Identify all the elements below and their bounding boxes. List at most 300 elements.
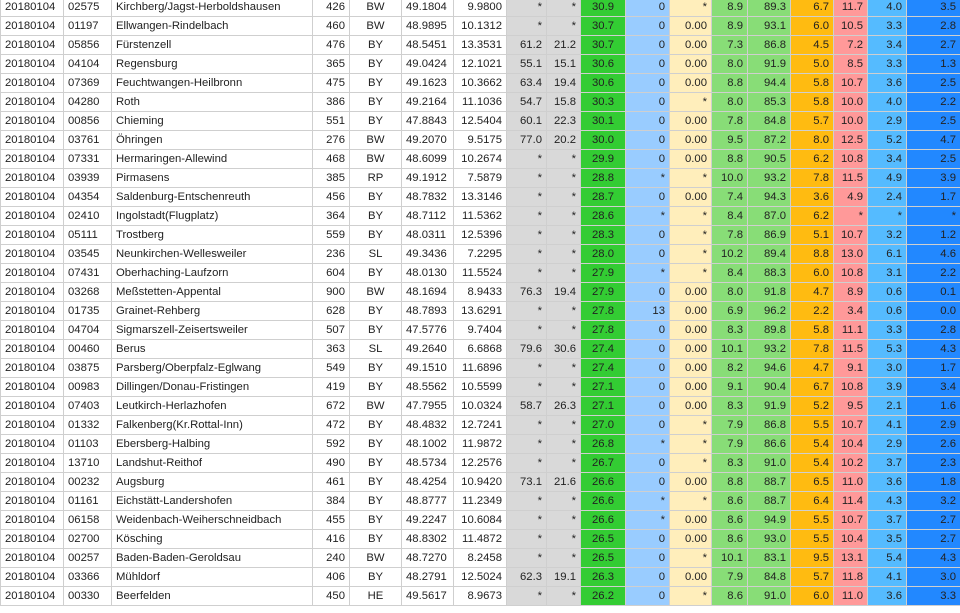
value-g-cell: 94.9 <box>748 511 791 530</box>
longitude-cell: 13.3531 <box>454 36 507 55</box>
value-e-cell: 0.00 <box>670 530 712 549</box>
value-i-cell: 13.0 <box>834 245 868 264</box>
value-c-cell: 30.3 <box>581 93 626 112</box>
value-f-cell: 8.0 <box>712 55 748 74</box>
latitude-cell: 47.7955 <box>402 397 454 416</box>
value-h-cell: 3.6 <box>791 188 834 207</box>
table-row <box>1 549 960 568</box>
value-k-cell: 2.2 <box>907 93 960 112</box>
date-cell: 20180104 <box>1 302 64 321</box>
latitude-cell: 48.6099 <box>402 150 454 169</box>
latitude-cell: 49.2070 <box>402 131 454 150</box>
table-row <box>1 378 960 397</box>
value-j-cell: 3.4 <box>868 36 907 55</box>
station-name-cell: Leutkirch-Herlazhofen <box>112 397 313 416</box>
table-row <box>1 169 960 188</box>
latitude-cell: 48.8777 <box>402 492 454 511</box>
date-cell: 20180104 <box>1 492 64 511</box>
value-f-cell: 8.6 <box>712 587 748 606</box>
value-d-cell: 0 <box>626 0 670 17</box>
value-f-cell: 7.4 <box>712 188 748 207</box>
state-cell: BW <box>350 131 402 150</box>
date-cell: 20180104 <box>1 530 64 549</box>
elevation-cell: 507 <box>313 321 350 340</box>
value-k-cell: 2.8 <box>907 321 960 340</box>
date-cell: 20180104 <box>1 131 64 150</box>
state-cell: BY <box>350 511 402 530</box>
value-e-cell: 0.00 <box>670 36 712 55</box>
value-g-cell: 93.0 <box>748 530 791 549</box>
value-d-cell: 0 <box>626 74 670 93</box>
value-d-cell: 0 <box>626 473 670 492</box>
station-id-cell: 03761 <box>64 131 112 150</box>
value-c-cell: 26.6 <box>581 492 626 511</box>
value-a-cell: 55.1 <box>507 55 547 74</box>
value-k-cell: 1.7 <box>907 188 960 207</box>
value-j-cell: 4.9 <box>868 169 907 188</box>
elevation-cell: 385 <box>313 169 350 188</box>
value-i-cell: 7.2 <box>834 36 868 55</box>
value-h-cell: 5.5 <box>791 511 834 530</box>
value-k-cell: 2.6 <box>907 435 960 454</box>
value-f-cell: 8.4 <box>712 264 748 283</box>
state-cell: BY <box>350 321 402 340</box>
station-name-cell: Berus <box>112 340 313 359</box>
value-j-cell: 2.9 <box>868 112 907 131</box>
elevation-cell: 455 <box>313 511 350 530</box>
value-f-cell: 8.3 <box>712 454 748 473</box>
value-b-cell: 30.6 <box>547 340 581 359</box>
value-g-cell: 94.6 <box>748 359 791 378</box>
value-k-cell: 1.7 <box>907 359 960 378</box>
value-i-cell: 10.8 <box>834 150 868 169</box>
date-cell: 20180104 <box>1 473 64 492</box>
table-row <box>1 473 960 492</box>
elevation-cell: 456 <box>313 188 350 207</box>
value-k-cell: 0.0 <box>907 302 960 321</box>
value-c-cell: 26.2 <box>581 587 626 606</box>
value-f-cell: 9.1 <box>712 378 748 397</box>
value-g-cell: 89.8 <box>748 321 791 340</box>
date-cell: 20180104 <box>1 245 64 264</box>
value-b-cell: * <box>547 264 581 283</box>
value-i-cell: 4.9 <box>834 188 868 207</box>
station-name-cell: Öhringen <box>112 131 313 150</box>
value-i-cell: 8.9 <box>834 283 868 302</box>
value-j-cell: 4.3 <box>868 492 907 511</box>
value-i-cell: 11.7 <box>834 0 868 17</box>
value-c-cell: 27.8 <box>581 302 626 321</box>
state-cell: HE <box>350 587 402 606</box>
value-h-cell: 4.7 <box>791 283 834 302</box>
station-name-cell: Pirmasens <box>112 169 313 188</box>
value-b-cell: * <box>547 226 581 245</box>
value-e-cell: 0.00 <box>670 397 712 416</box>
station-id-cell: 05856 <box>64 36 112 55</box>
value-c-cell: 27.8 <box>581 321 626 340</box>
latitude-cell: 48.2791 <box>402 568 454 587</box>
value-g-cell: 86.8 <box>748 36 791 55</box>
longitude-cell: 13.3146 <box>454 188 507 207</box>
value-c-cell: 30.1 <box>581 112 626 131</box>
value-f-cell: 8.8 <box>712 473 748 492</box>
longitude-cell: 13.6291 <box>454 302 507 321</box>
value-b-cell: * <box>547 435 581 454</box>
value-g-cell: 94.4 <box>748 74 791 93</box>
table-row <box>1 131 960 150</box>
value-i-cell: 10.4 <box>834 530 868 549</box>
date-cell: 20180104 <box>1 359 64 378</box>
date-cell: 20180104 <box>1 416 64 435</box>
value-k-cell: 2.5 <box>907 74 960 93</box>
value-c-cell: 26.3 <box>581 568 626 587</box>
date-cell: 20180104 <box>1 74 64 93</box>
value-c-cell: 27.1 <box>581 378 626 397</box>
table-row <box>1 226 960 245</box>
value-k-cell: * <box>907 207 960 226</box>
latitude-cell: 48.7893 <box>402 302 454 321</box>
date-cell: 20180104 <box>1 321 64 340</box>
longitude-cell: 10.5599 <box>454 378 507 397</box>
value-c-cell: 30.7 <box>581 36 626 55</box>
value-e-cell: 0.00 <box>670 283 712 302</box>
value-b-cell: * <box>547 321 581 340</box>
elevation-cell: 240 <box>313 549 350 568</box>
longitude-cell: 11.1036 <box>454 93 507 112</box>
value-k-cell: 2.7 <box>907 36 960 55</box>
value-d-cell: 0 <box>626 112 670 131</box>
station-id-cell: 04104 <box>64 55 112 74</box>
value-c-cell: 30.7 <box>581 17 626 36</box>
station-id-cell: 07331 <box>64 150 112 169</box>
value-j-cell: 4.1 <box>868 568 907 587</box>
station-id-cell: 03875 <box>64 359 112 378</box>
value-f-cell: 8.6 <box>712 492 748 511</box>
elevation-cell: 384 <box>313 492 350 511</box>
latitude-cell: 48.4254 <box>402 473 454 492</box>
value-b-cell: * <box>547 0 581 17</box>
value-f-cell: 9.5 <box>712 131 748 150</box>
value-j-cell: 5.3 <box>868 340 907 359</box>
value-k-cell: 1.8 <box>907 473 960 492</box>
value-h-cell: 6.5 <box>791 473 834 492</box>
latitude-cell: 49.1510 <box>402 359 454 378</box>
longitude-cell: 9.5175 <box>454 131 507 150</box>
date-cell: 20180104 <box>1 511 64 530</box>
value-a-cell: 77.0 <box>507 131 547 150</box>
value-b-cell: 21.6 <box>547 473 581 492</box>
value-h-cell: 5.5 <box>791 530 834 549</box>
state-cell: BY <box>350 207 402 226</box>
latitude-cell: 49.2164 <box>402 93 454 112</box>
station-id-cell: 04280 <box>64 93 112 112</box>
value-f-cell: 7.9 <box>712 568 748 587</box>
value-i-cell: 11.5 <box>834 340 868 359</box>
elevation-cell: 236 <box>313 245 350 264</box>
value-e-cell: 0.00 <box>670 17 712 36</box>
table-row <box>1 264 960 283</box>
value-e-cell: * <box>670 264 712 283</box>
station-id-cell: 00983 <box>64 378 112 397</box>
value-i-cell: 10.7 <box>834 416 868 435</box>
value-h-cell: 6.0 <box>791 264 834 283</box>
value-h-cell: 5.4 <box>791 435 834 454</box>
station-name-cell: Roth <box>112 93 313 112</box>
state-cell: BY <box>350 302 402 321</box>
state-cell: BY <box>350 378 402 397</box>
value-i-cell: 10.4 <box>834 435 868 454</box>
value-c-cell: 26.6 <box>581 511 626 530</box>
value-e-cell: 0.00 <box>670 359 712 378</box>
station-id-cell: 03545 <box>64 245 112 264</box>
value-k-cell: 2.7 <box>907 530 960 549</box>
latitude-cell: 48.7832 <box>402 188 454 207</box>
station-id-cell: 05111 <box>64 226 112 245</box>
value-b-cell: * <box>547 378 581 397</box>
elevation-cell: 386 <box>313 93 350 112</box>
value-i-cell: 3.4 <box>834 302 868 321</box>
value-a-cell: 62.3 <box>507 568 547 587</box>
table-row <box>1 74 960 93</box>
value-j-cell: 3.3 <box>868 321 907 340</box>
value-e-cell: 0.00 <box>670 473 712 492</box>
date-cell: 20180104 <box>1 55 64 74</box>
latitude-cell: 48.0311 <box>402 226 454 245</box>
value-a-cell: 76.3 <box>507 283 547 302</box>
value-d-cell: 0 <box>626 568 670 587</box>
value-k-cell: 4.3 <box>907 549 960 568</box>
state-cell: BW <box>350 549 402 568</box>
state-cell: BW <box>350 397 402 416</box>
state-cell: BY <box>350 36 402 55</box>
station-id-cell: 06158 <box>64 511 112 530</box>
value-b-cell: * <box>547 530 581 549</box>
latitude-cell: 49.1804 <box>402 0 454 17</box>
value-k-cell: 2.5 <box>907 112 960 131</box>
date-cell: 20180104 <box>1 207 64 226</box>
value-a-cell: * <box>507 264 547 283</box>
date-cell: 20180104 <box>1 340 64 359</box>
value-i-cell: 10.8 <box>834 264 868 283</box>
state-cell: BY <box>350 359 402 378</box>
table-row <box>1 17 960 36</box>
value-i-cell: 8.5 <box>834 55 868 74</box>
value-g-cell: 87.0 <box>748 207 791 226</box>
station-name-cell: Augsburg <box>112 473 313 492</box>
value-g-cell: 96.2 <box>748 302 791 321</box>
value-a-cell: * <box>507 150 547 169</box>
value-d-cell: 0 <box>626 321 670 340</box>
value-i-cell: 10.7 <box>834 511 868 530</box>
value-g-cell: 91.0 <box>748 454 791 473</box>
value-b-cell: 26.3 <box>547 397 581 416</box>
longitude-cell: 12.7241 <box>454 416 507 435</box>
value-j-cell: 2.9 <box>868 435 907 454</box>
longitude-cell: 11.4872 <box>454 530 507 549</box>
table-row <box>1 0 960 17</box>
elevation-cell: 604 <box>313 264 350 283</box>
value-b-cell: 19.4 <box>547 74 581 93</box>
value-c-cell: 29.9 <box>581 150 626 169</box>
latitude-cell: 48.1694 <box>402 283 454 302</box>
elevation-cell: 672 <box>313 397 350 416</box>
value-f-cell: 8.8 <box>712 74 748 93</box>
value-k-cell: 4.7 <box>907 131 960 150</box>
value-e-cell: * <box>670 245 712 264</box>
value-d-cell: 0 <box>626 93 670 112</box>
value-i-cell: * <box>834 207 868 226</box>
table-row <box>1 321 960 340</box>
value-c-cell: 28.8 <box>581 169 626 188</box>
value-f-cell: 7.9 <box>712 416 748 435</box>
date-cell: 20180104 <box>1 435 64 454</box>
table-row <box>1 435 960 454</box>
longitude-cell: 11.6896 <box>454 359 507 378</box>
value-h-cell: 5.2 <box>791 397 834 416</box>
table-row <box>1 359 960 378</box>
value-h-cell: 9.5 <box>791 549 834 568</box>
value-g-cell: 83.1 <box>748 549 791 568</box>
value-h-cell: 5.8 <box>791 93 834 112</box>
date-cell: 20180104 <box>1 587 64 606</box>
longitude-cell: 7.5879 <box>454 169 507 188</box>
elevation-cell: 419 <box>313 378 350 397</box>
latitude-cell: 49.2640 <box>402 340 454 359</box>
value-a-cell: * <box>507 321 547 340</box>
value-k-cell: 2.5 <box>907 150 960 169</box>
value-j-cell: 3.2 <box>868 226 907 245</box>
value-k-cell: 4.3 <box>907 340 960 359</box>
value-g-cell: 86.6 <box>748 435 791 454</box>
value-g-cell: 89.4 <box>748 245 791 264</box>
longitude-cell: 11.2349 <box>454 492 507 511</box>
date-cell: 20180104 <box>1 188 64 207</box>
value-d-cell: 0 <box>626 587 670 606</box>
value-d-cell: * <box>626 435 670 454</box>
table-row <box>1 283 960 302</box>
value-d-cell: 13 <box>626 302 670 321</box>
latitude-cell: 48.5451 <box>402 36 454 55</box>
station-name-cell: Mühldorf <box>112 568 313 587</box>
station-id-cell: 01332 <box>64 416 112 435</box>
value-a-cell: * <box>507 378 547 397</box>
state-cell: BW <box>350 0 402 17</box>
value-c-cell: 28.7 <box>581 188 626 207</box>
value-e-cell: 0.00 <box>670 112 712 131</box>
value-c-cell: 30.6 <box>581 74 626 93</box>
value-i-cell: 10.5 <box>834 17 868 36</box>
longitude-cell: 6.6868 <box>454 340 507 359</box>
elevation-cell: 468 <box>313 150 350 169</box>
value-d-cell: 0 <box>626 131 670 150</box>
longitude-cell: 10.1312 <box>454 17 507 36</box>
latitude-cell: 48.9895 <box>402 17 454 36</box>
value-b-cell: * <box>547 302 581 321</box>
latitude-cell: 49.1623 <box>402 74 454 93</box>
value-e-cell: * <box>670 549 712 568</box>
station-id-cell: 13710 <box>64 454 112 473</box>
value-b-cell: * <box>547 454 581 473</box>
state-cell: BW <box>350 283 402 302</box>
longitude-cell: 7.2295 <box>454 245 507 264</box>
value-f-cell: 7.8 <box>712 226 748 245</box>
value-g-cell: 88.7 <box>748 492 791 511</box>
station-name-cell: Regensburg <box>112 55 313 74</box>
latitude-cell: 49.5617 <box>402 587 454 606</box>
station-name-cell: Weidenbach-Weiherschneidbach <box>112 511 313 530</box>
latitude-cell: 48.0130 <box>402 264 454 283</box>
value-e-cell: * <box>670 416 712 435</box>
value-k-cell: 2.8 <box>907 17 960 36</box>
value-g-cell: 91.0 <box>748 587 791 606</box>
elevation-cell: 364 <box>313 207 350 226</box>
latitude-cell: 47.8843 <box>402 112 454 131</box>
station-id-cell: 03366 <box>64 568 112 587</box>
date-cell: 20180104 <box>1 226 64 245</box>
value-k-cell: 2.3 <box>907 454 960 473</box>
value-c-cell: 27.0 <box>581 416 626 435</box>
value-a-cell: 54.7 <box>507 93 547 112</box>
table-row <box>1 36 960 55</box>
value-j-cell: * <box>868 207 907 226</box>
value-j-cell: 5.4 <box>868 549 907 568</box>
value-a-cell: 61.2 <box>507 36 547 55</box>
value-h-cell: 5.8 <box>791 321 834 340</box>
value-b-cell: 20.2 <box>547 131 581 150</box>
value-a-cell: * <box>507 17 547 36</box>
table-row <box>1 454 960 473</box>
value-i-cell: 11.0 <box>834 587 868 606</box>
longitude-cell: 12.5404 <box>454 112 507 131</box>
state-cell: BW <box>350 150 402 169</box>
value-d-cell: 0 <box>626 36 670 55</box>
station-id-cell: 03268 <box>64 283 112 302</box>
value-b-cell: * <box>547 150 581 169</box>
value-i-cell: 11.0 <box>834 473 868 492</box>
station-id-cell: 00460 <box>64 340 112 359</box>
value-f-cell: 7.8 <box>712 112 748 131</box>
state-cell: RP <box>350 169 402 188</box>
station-name-cell: Parsberg/Oberpfalz-Eglwang <box>112 359 313 378</box>
value-c-cell: 27.4 <box>581 340 626 359</box>
value-g-cell: 93.2 <box>748 340 791 359</box>
longitude-cell: 9.9800 <box>454 0 507 17</box>
date-cell: 20180104 <box>1 93 64 112</box>
value-f-cell: 8.6 <box>712 511 748 530</box>
value-i-cell: 11.8 <box>834 568 868 587</box>
state-cell: BY <box>350 416 402 435</box>
latitude-cell: 49.2247 <box>402 511 454 530</box>
value-k-cell: 3.0 <box>907 568 960 587</box>
value-h-cell: 2.2 <box>791 302 834 321</box>
value-f-cell: 10.1 <box>712 340 748 359</box>
latitude-cell: 48.7270 <box>402 549 454 568</box>
value-h-cell: 5.8 <box>791 74 834 93</box>
station-id-cell: 07431 <box>64 264 112 283</box>
longitude-cell: 10.3662 <box>454 74 507 93</box>
value-f-cell: 8.2 <box>712 359 748 378</box>
value-k-cell: 3.5 <box>907 0 960 17</box>
value-h-cell: 4.5 <box>791 36 834 55</box>
value-b-cell: * <box>547 359 581 378</box>
station-name-cell: Dillingen/Donau-Fristingen <box>112 378 313 397</box>
station-id-cell: 03939 <box>64 169 112 188</box>
station-name-cell: Landshut-Reithof <box>112 454 313 473</box>
value-j-cell: 3.4 <box>868 150 907 169</box>
value-f-cell: 8.6 <box>712 530 748 549</box>
value-j-cell: 6.1 <box>868 245 907 264</box>
value-g-cell: 90.5 <box>748 150 791 169</box>
